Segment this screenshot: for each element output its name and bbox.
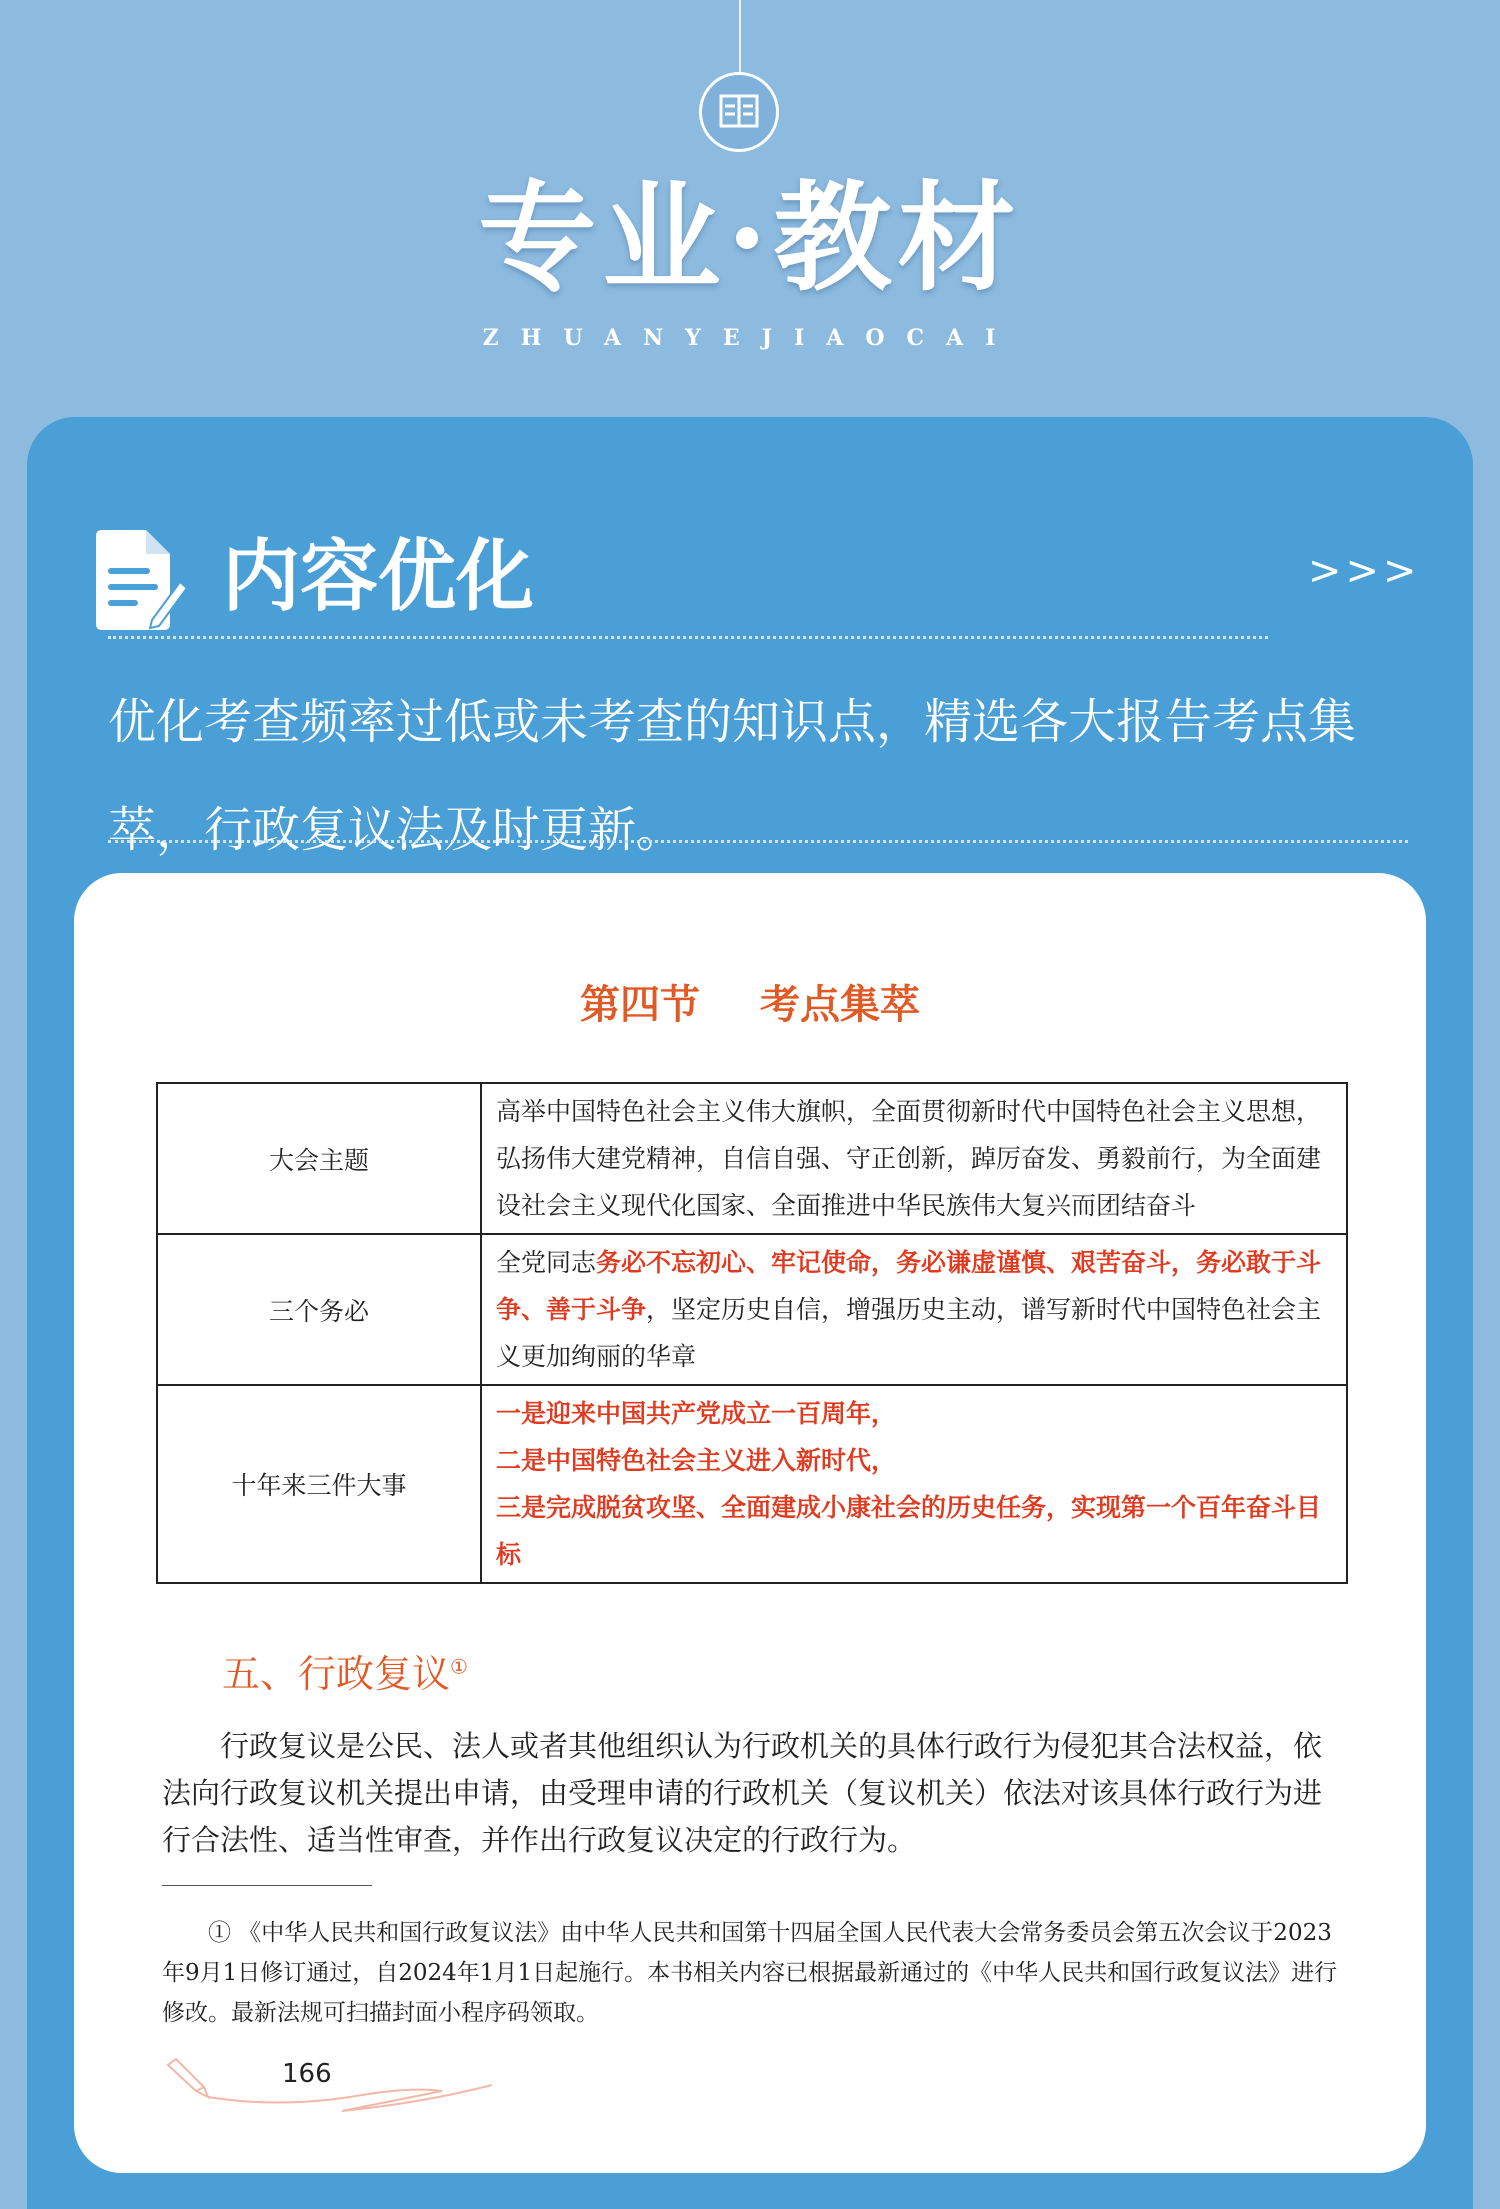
table-key: 十年来三件大事	[157, 1385, 481, 1583]
page-number: 166	[282, 2059, 332, 2089]
page-card	[74, 873, 1426, 2173]
book-logo-icon	[699, 72, 779, 152]
table-row	[157, 1385, 1347, 1583]
banner-pinyin: ZHUANYEJIAOCAI	[482, 325, 1018, 351]
table-row	[157, 1234, 1347, 1385]
footnote-marker: ①	[450, 1654, 468, 1679]
pencil-icon	[162, 2051, 502, 2121]
banner-title: 专业·教材	[478, 168, 1022, 307]
table-value: 高举中国特色社会主义伟大旗帜，全面贯彻新时代中国特色社会主义思想，弘扬伟大建党精神，自信自强、守正创新，踔厉奋发、勇毅前行，为全面建设社会主义现代化国家、全面推进中华民族伟大复兴而团结奋斗	[481, 1083, 1347, 1234]
dotted-divider	[108, 636, 1268, 639]
dotted-divider	[108, 840, 1408, 843]
body-paragraph: 行政复议是公民、法人或者其他组织认为行政机关的具体行政行为侵犯其合法权益，依法向行政复议机关提出申请，由受理申请的行政机关（复议机关）依法对该具体行政行为进行合法性、适当性审查，并作出行政复议决定的行政行为。	[162, 1729, 1323, 1857]
table-value	[481, 1385, 1347, 1583]
heading-section-number: 第四节	[580, 981, 700, 1028]
hanging-line	[739, 0, 741, 72]
value-text: ，坚定历史自信，增强历史主动，谱写新时代中国特色社会主义更加绚丽的华章	[496, 1295, 1322, 1371]
value-line: 二是中国特色社会主义进入新时代，	[496, 1446, 897, 1475]
table-key: 大会主题	[157, 1083, 481, 1234]
heading-section-title: 考点集萃	[760, 981, 920, 1028]
subsection-heading	[222, 1643, 468, 1698]
arrows-decoration: >>>	[1308, 548, 1421, 594]
section-title: 内容优化	[222, 531, 535, 622]
value-highlight: 务必不忘初心、牢记使命，务必谦虚谨慎、艰苦奋斗，务必敢于斗争、善于斗争	[496, 1248, 1322, 1324]
key-points-table	[156, 1082, 1348, 1584]
chapter-heading	[74, 973, 1426, 1030]
footnote-rule	[162, 1885, 372, 1886]
table-key: 三个务必	[157, 1234, 481, 1385]
subsection-title: 五、行政复议	[222, 1652, 451, 1696]
value-line: 一是迎来中国共产党成立一百周年，	[496, 1399, 897, 1428]
table-row	[157, 1083, 1347, 1234]
value-text: 全党同志	[496, 1248, 597, 1277]
value-line: 三是完成脱贫攻坚、全面建成小康社会的历史任务，实现第一个百年奋斗目标	[496, 1493, 1322, 1569]
section-description: 优化考查频率过低或未考查的知识点，精选各大报告考点集萃，行政复议法及时更新。	[108, 694, 1357, 858]
table-value	[481, 1234, 1347, 1385]
footnote: ① 《中华人民共和国行政复议法》由中华人民共和国第十四届全国人民代表大会常务委员会第五次会议于2023年9月1日修订通过，自2024年1月1日起施行。本书相关内容已根据最新通过的《中华人民共和国行政复议法》进行修改。最新法规可扫描封面小程序码领取。	[162, 1920, 1338, 2026]
document-pen-icon	[92, 528, 188, 632]
